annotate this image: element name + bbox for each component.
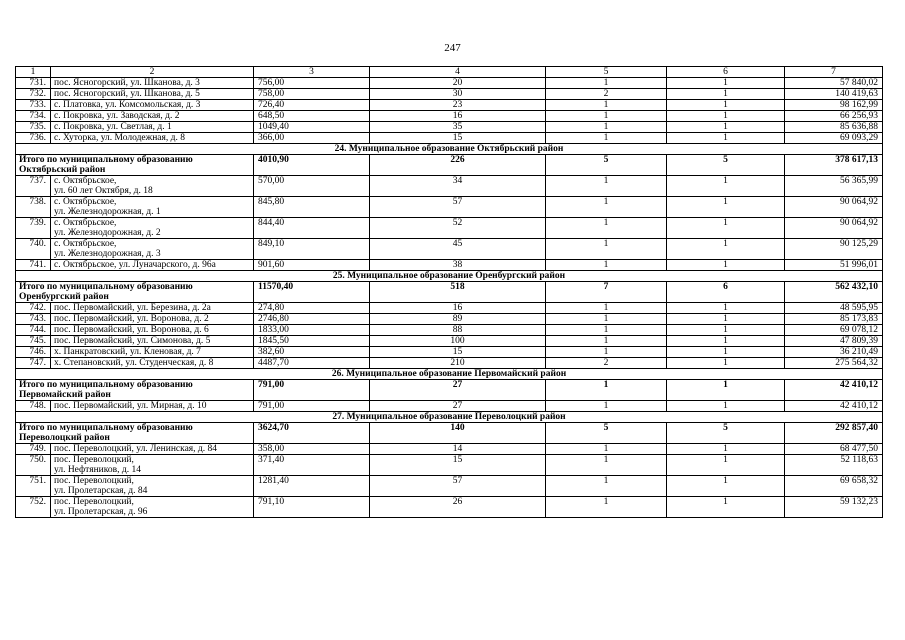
table-row [16, 122, 883, 133]
col6-cell: 1 [667, 260, 785, 271]
address-line: ул. Железнодорожная, д. 1 [54, 207, 161, 217]
cost-cell: 98 162,99 [785, 100, 883, 111]
col4-cell: 100 [370, 336, 546, 347]
section-heading: 26. Муниципальное образование Первомайский район [16, 369, 883, 380]
col4-cell: 45 [370, 239, 546, 260]
subtotal-col4: 27 [370, 380, 546, 401]
col6-cell: 1 [667, 197, 785, 218]
cost-cell: 90 064,92 [785, 218, 883, 239]
col5-cell: 1 [546, 78, 667, 89]
column-number-cell: 3 [254, 67, 370, 78]
section-heading: 24. Муниципальное образование Октябрьский район [16, 144, 883, 155]
col5-cell: 1 [546, 176, 667, 197]
section-heading-row [16, 412, 883, 423]
address-line: х. Степановский, ул. Студенческая, д. 8 [54, 358, 214, 368]
col4-cell: 57 [370, 476, 546, 497]
address-cell [51, 476, 254, 497]
row-number: 738. [16, 197, 51, 218]
address-line: ул. Нефтяников, д. 14 [54, 465, 141, 475]
subtotal-label: Итого по муниципальному образованию Переволоцкий район [16, 423, 254, 444]
column-number-cell: 6 [667, 67, 785, 78]
col4-cell: 57 [370, 197, 546, 218]
cost-cell: 85 636,88 [785, 122, 883, 133]
section-heading: 25. Муниципальное образование Оренбургский район [16, 271, 883, 282]
cost-cell: 275 564,32 [785, 358, 883, 369]
col5-cell: 1 [546, 401, 667, 412]
subtotal-col6: 5 [667, 423, 785, 444]
subtotal-row [16, 380, 883, 401]
address-cell [51, 100, 254, 111]
table-row [16, 89, 883, 100]
row-number: 744. [16, 325, 51, 336]
col6-cell: 1 [667, 111, 785, 122]
row-number: 747. [16, 358, 51, 369]
address-line: пос. Ясногорский, ул. Шканова, д. 5 [54, 89, 200, 99]
table-row [16, 260, 883, 271]
col6-cell: 1 [667, 133, 785, 144]
cost-cell: 69 093,29 [785, 133, 883, 144]
table-row [16, 111, 883, 122]
col5-cell: 1 [546, 100, 667, 111]
area-cell: 382,60 [254, 347, 370, 358]
cost-cell: 69 078,12 [785, 325, 883, 336]
col5-cell: 1 [546, 476, 667, 497]
address-cell [51, 89, 254, 100]
address-line: ул. Пролетарская, д. 96 [54, 507, 148, 517]
subtotal-cost: 378 617,13 [785, 155, 883, 176]
col4-cell: 26 [370, 497, 546, 518]
area-cell: 1281,40 [254, 476, 370, 497]
col5-cell: 1 [546, 497, 667, 518]
table-row [16, 239, 883, 260]
col6-cell: 1 [667, 239, 785, 260]
area-cell: 1833,00 [254, 325, 370, 336]
col4-cell: 34 [370, 176, 546, 197]
subtotal-col6: 1 [667, 380, 785, 401]
subtotal-col5: 5 [546, 155, 667, 176]
col5-cell: 1 [546, 444, 667, 455]
area-cell: 726,40 [254, 100, 370, 111]
address-line: пос. Переволоцкий, [54, 497, 134, 507]
col6-cell: 1 [667, 497, 785, 518]
col5-cell: 1 [546, 303, 667, 314]
column-number-cell: 7 [785, 67, 883, 78]
col6-cell: 1 [667, 122, 785, 133]
col4-cell: 35 [370, 122, 546, 133]
row-number: 750. [16, 455, 51, 476]
section-heading-row [16, 369, 883, 380]
col5-cell: 1 [546, 122, 667, 133]
col5-cell: 1 [546, 336, 667, 347]
col6-cell: 1 [667, 401, 785, 412]
subtotal-label: Итого по муниципальному образованию Оренбургский район [16, 282, 254, 303]
row-number: 736. [16, 133, 51, 144]
page-number: 247 [444, 42, 461, 54]
subtotal-col4: 226 [370, 155, 546, 176]
col4-cell: 38 [370, 260, 546, 271]
row-number: 746. [16, 347, 51, 358]
col5-cell: 1 [546, 347, 667, 358]
area-cell: 845,80 [254, 197, 370, 218]
address-line: пос. Первомайский, ул. Березина, д. 2а [54, 303, 211, 313]
col5-cell: 1 [546, 197, 667, 218]
row-number: 737. [16, 176, 51, 197]
col4-cell: 15 [370, 347, 546, 358]
address-cell [51, 314, 254, 325]
col6-cell: 1 [667, 303, 785, 314]
subtotal-cost: 292 857,40 [785, 423, 883, 444]
col6-cell: 1 [667, 336, 785, 347]
address-line: с. Октябрьское, [54, 239, 117, 249]
cost-cell: 90 125,29 [785, 239, 883, 260]
cost-cell: 51 996,01 [785, 260, 883, 271]
subtotal-col5: 1 [546, 380, 667, 401]
area-cell: 2746,80 [254, 314, 370, 325]
row-number: 741. [16, 260, 51, 271]
address-cell [51, 347, 254, 358]
table-row [16, 197, 883, 218]
row-number: 752. [16, 497, 51, 518]
area-cell: 648,50 [254, 111, 370, 122]
address-line: с. Хуторка, ул. Молодежная, д. 8 [54, 133, 185, 143]
address-line: ул. Пролетарская, д. 84 [54, 486, 148, 496]
address-line: пос. Первомайский, ул. Воронова, д. 2 [54, 314, 209, 324]
col6-cell: 1 [667, 455, 785, 476]
cost-cell: 48 595,95 [785, 303, 883, 314]
col4-cell: 88 [370, 325, 546, 336]
address-line: ул. Железнодорожная, д. 2 [54, 228, 161, 238]
col6-cell: 1 [667, 347, 785, 358]
address-cell [51, 197, 254, 218]
col5-cell: 2 [546, 358, 667, 369]
table-row [16, 444, 883, 455]
subtotal-area: 4010,90 [254, 155, 370, 176]
cost-cell: 85 173,83 [785, 314, 883, 325]
address-cell [51, 239, 254, 260]
area-cell: 1845,50 [254, 336, 370, 347]
address-line: ул. Железнодорожная, д. 3 [54, 249, 161, 259]
address-line: х. Панкратовский, ул. Кленовая, д. 7 [54, 347, 201, 357]
housing-repair-register-table [15, 66, 883, 518]
subtotal-area: 11570,40 [254, 282, 370, 303]
address-line: с. Платовка, ул. Комсомольская, д. 3 [54, 100, 201, 110]
table-row [16, 218, 883, 239]
cost-cell: 68 477,50 [785, 444, 883, 455]
col5-cell: 1 [546, 111, 667, 122]
col4-cell: 16 [370, 111, 546, 122]
address-line: с. Октябрьское, [54, 176, 117, 186]
section-heading-row [16, 271, 883, 282]
row-number: 743. [16, 314, 51, 325]
address-cell [51, 401, 254, 412]
col6-cell: 1 [667, 100, 785, 111]
address-line: пос. Первомайский, ул. Симонова, д. 5 [54, 336, 211, 346]
subtotal-row [16, 155, 883, 176]
cost-cell: 59 132,23 [785, 497, 883, 518]
col6-cell: 1 [667, 218, 785, 239]
address-line: ул. 60 лет Октября, д. 18 [54, 186, 153, 196]
address-line: пос. Переволоцкий, [54, 476, 134, 486]
column-number-cell: 4 [370, 67, 546, 78]
address-line: пос. Ясногорский, ул. Шканова, д. 3 [54, 78, 200, 88]
table-row [16, 100, 883, 111]
area-cell: 758,00 [254, 89, 370, 100]
address-cell [51, 122, 254, 133]
area-cell: 4487,70 [254, 358, 370, 369]
col4-cell: 16 [370, 303, 546, 314]
row-number: 751. [16, 476, 51, 497]
address-cell [51, 325, 254, 336]
address-line: пос. Первомайский, ул. Воронова, д. 6 [54, 325, 209, 335]
subtotal-col6: 6 [667, 282, 785, 303]
subtotal-label: Итого по муниципальному образованию Октябрьский район [16, 155, 254, 176]
cost-cell: 42 410,12 [785, 401, 883, 412]
row-number: 733. [16, 100, 51, 111]
table-row [16, 303, 883, 314]
address-cell [51, 444, 254, 455]
address-cell [51, 358, 254, 369]
area-cell: 570,00 [254, 176, 370, 197]
col6-cell: 1 [667, 358, 785, 369]
col4-cell: 210 [370, 358, 546, 369]
col4-cell: 30 [370, 89, 546, 100]
section-heading-row [16, 144, 883, 155]
col4-cell: 20 [370, 78, 546, 89]
address-line: с. Октябрьское, [54, 197, 117, 207]
subtotal-row [16, 423, 883, 444]
row-number: 740. [16, 239, 51, 260]
row-number: 734. [16, 111, 51, 122]
address-cell [51, 303, 254, 314]
col5-cell: 2 [546, 89, 667, 100]
subtotal-col4: 518 [370, 282, 546, 303]
area-cell: 844,40 [254, 218, 370, 239]
address-line: с. Покровка, ул. Светлая, д. 1 [54, 122, 172, 132]
row-number: 739. [16, 218, 51, 239]
col5-cell: 1 [546, 218, 667, 239]
address-line: с. Октябрьское, ул. Луначарского, д. 96а [54, 260, 216, 270]
column-number-cell: 5 [546, 67, 667, 78]
col5-cell: 1 [546, 455, 667, 476]
col6-cell: 1 [667, 314, 785, 325]
col4-cell: 52 [370, 218, 546, 239]
cost-cell: 90 064,92 [785, 197, 883, 218]
subtotal-col5: 7 [546, 282, 667, 303]
subtotal-area: 791,00 [254, 380, 370, 401]
address-line: с. Октябрьское, [54, 218, 117, 228]
row-number: 732. [16, 89, 51, 100]
cost-cell: 52 118,63 [785, 455, 883, 476]
table-row [16, 347, 883, 358]
area-cell: 849,10 [254, 239, 370, 260]
table-row [16, 336, 883, 347]
address-line: пос. Переволоцкий, ул. Ленинская, д. 84 [54, 444, 218, 454]
table-row [16, 497, 883, 518]
col4-cell: 89 [370, 314, 546, 325]
area-cell: 901,60 [254, 260, 370, 271]
section-heading: 27. Муниципальное образование Переволоцкий район [16, 412, 883, 423]
table-row [16, 476, 883, 497]
col4-cell: 15 [370, 133, 546, 144]
col6-cell: 1 [667, 325, 785, 336]
col5-cell: 1 [546, 325, 667, 336]
subtotal-col4: 140 [370, 423, 546, 444]
subtotal-col6: 5 [667, 155, 785, 176]
address-line: пос. Переволоцкий, [54, 455, 134, 465]
subtotal-area: 3624,70 [254, 423, 370, 444]
area-cell: 756,00 [254, 78, 370, 89]
row-number: 735. [16, 122, 51, 133]
col4-cell: 27 [370, 401, 546, 412]
cost-cell: 47 809,39 [785, 336, 883, 347]
col5-cell: 1 [546, 133, 667, 144]
area-cell: 791,10 [254, 497, 370, 518]
row-number: 731. [16, 78, 51, 89]
address-cell [51, 336, 254, 347]
column-number-row [16, 67, 883, 78]
cost-cell: 140 419,63 [785, 89, 883, 100]
subtotal-label: Итого по муниципальному образованию Первомайский район [16, 380, 254, 401]
col5-cell: 1 [546, 314, 667, 325]
address-cell [51, 133, 254, 144]
subtotal-row [16, 282, 883, 303]
subtotal-cost: 562 432,10 [785, 282, 883, 303]
table-row [16, 133, 883, 144]
subtotal-col5: 5 [546, 423, 667, 444]
cost-cell: 56 365,99 [785, 176, 883, 197]
address-cell [51, 176, 254, 197]
col6-cell: 1 [667, 78, 785, 89]
subtotal-cost: 42 410,12 [785, 380, 883, 401]
table-row [16, 358, 883, 369]
address-cell [51, 260, 254, 271]
address-line: пос. Первомайский, ул. Мирная, д. 10 [54, 401, 207, 411]
col5-cell: 1 [546, 260, 667, 271]
table-row [16, 401, 883, 412]
col4-cell: 23 [370, 100, 546, 111]
table-row [16, 78, 883, 89]
cost-cell: 66 256,93 [785, 111, 883, 122]
column-number-cell: 2 [51, 67, 254, 78]
table-row [16, 455, 883, 476]
col4-cell: 15 [370, 455, 546, 476]
table-row [16, 325, 883, 336]
row-number: 748. [16, 401, 51, 412]
col6-cell: 1 [667, 176, 785, 197]
row-number: 742. [16, 303, 51, 314]
table-row [16, 314, 883, 325]
col5-cell: 1 [546, 239, 667, 260]
area-cell: 791,00 [254, 401, 370, 412]
area-cell: 366,00 [254, 133, 370, 144]
col6-cell: 1 [667, 476, 785, 497]
address-line: с. Покровка, ул. Заводская, д. 2 [54, 111, 180, 121]
column-number-cell: 1 [16, 67, 51, 78]
area-cell: 358,00 [254, 444, 370, 455]
area-cell: 1049,40 [254, 122, 370, 133]
row-number: 749. [16, 444, 51, 455]
address-cell [51, 111, 254, 122]
address-cell [51, 497, 254, 518]
cost-cell: 57 840,02 [785, 78, 883, 89]
col6-cell: 1 [667, 89, 785, 100]
address-cell [51, 78, 254, 89]
cost-cell: 69 658,32 [785, 476, 883, 497]
col4-cell: 14 [370, 444, 546, 455]
address-cell [51, 218, 254, 239]
address-cell [51, 455, 254, 476]
table-row [16, 176, 883, 197]
area-cell: 274,80 [254, 303, 370, 314]
cost-cell: 36 210,49 [785, 347, 883, 358]
area-cell: 371,40 [254, 455, 370, 476]
col6-cell: 1 [667, 444, 785, 455]
row-number: 745. [16, 336, 51, 347]
